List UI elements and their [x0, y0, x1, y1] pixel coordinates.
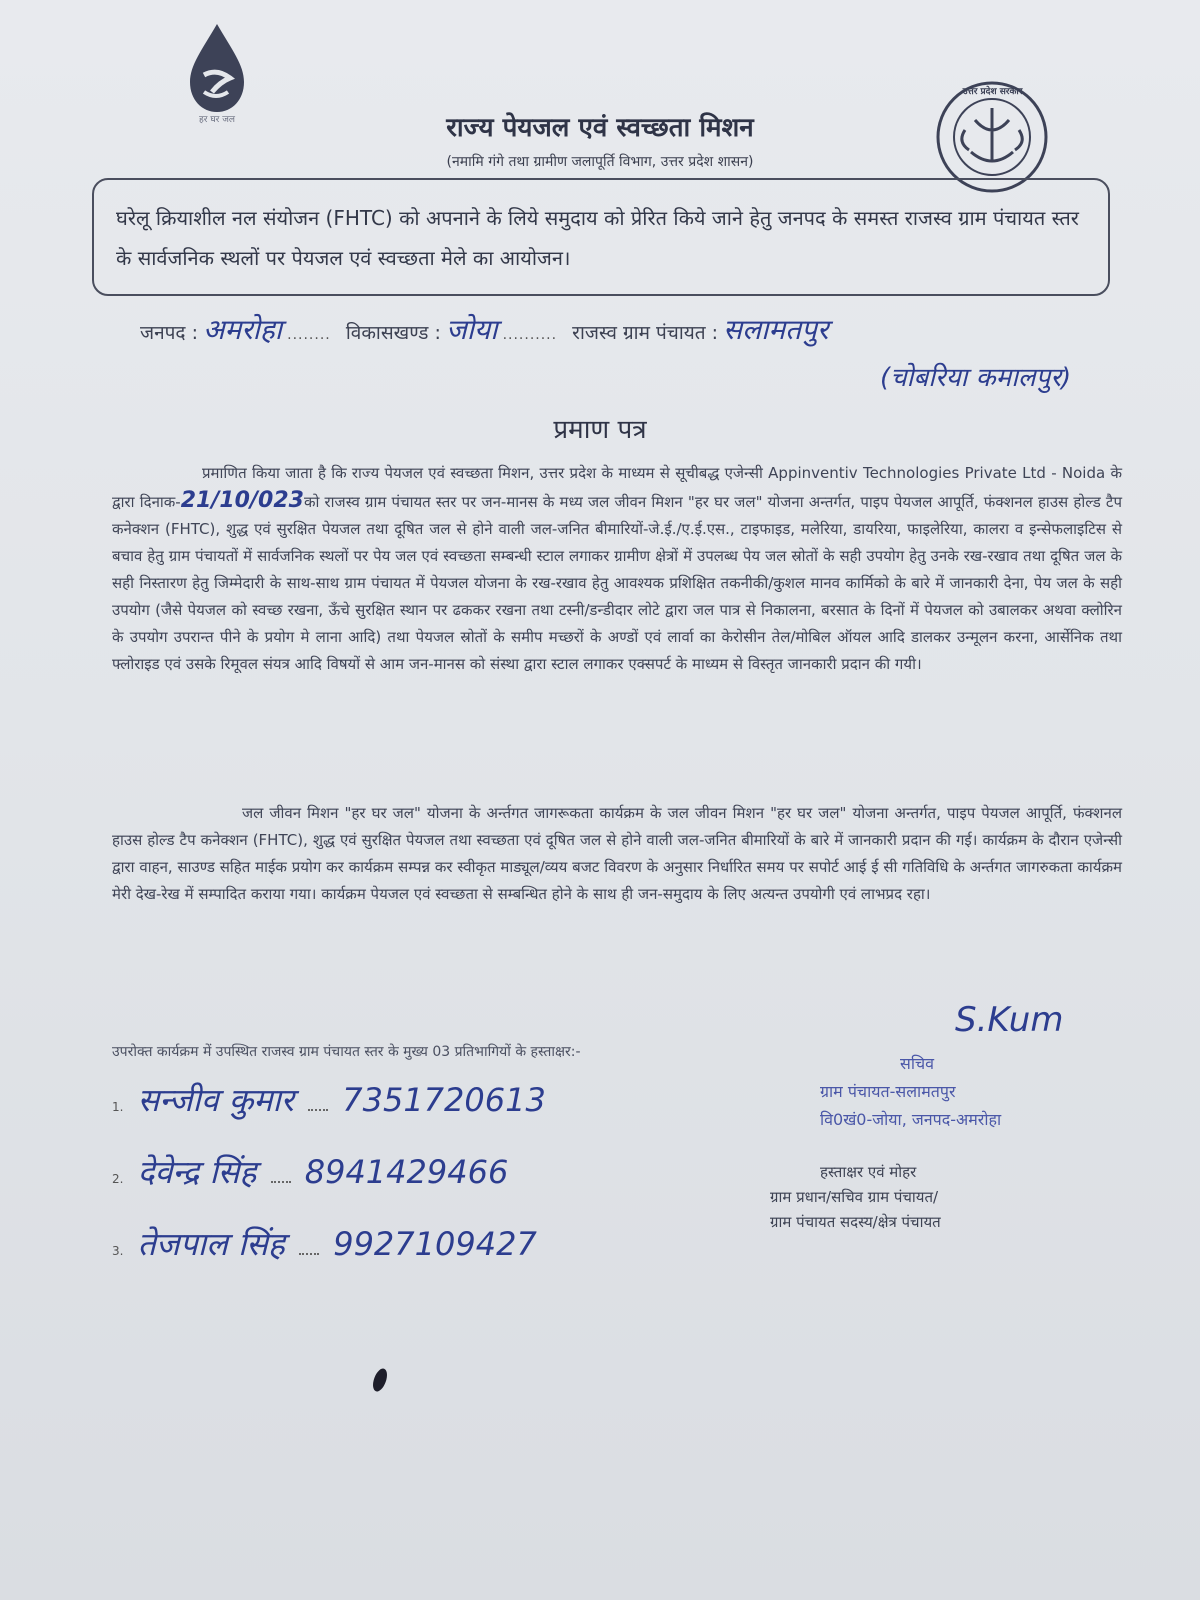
block-label: विकासखण्ड :	[345, 322, 441, 344]
attendee-name: तेजपाल सिंह	[137, 1225, 285, 1263]
block-value: जोया	[445, 313, 498, 346]
official-signature: S.Kum	[955, 1000, 1064, 1040]
dotted-leader: ........	[287, 327, 331, 343]
attendee-number: 2.	[112, 1172, 124, 1186]
official-stamp	[820, 1050, 1080, 1134]
event-banner: घरेलू क्रियाशील नल संयोजन (FHTC) को अपनाने के लिये समुदाय को प्रेरित किये जाने हेतु जनपद के समस्त राजस्व ग्राम पंचायत स्तर के सार्वजनिक स्थलों पर पेयजल एवं स्वच्छता मेले का आयोजन।	[92, 178, 1110, 296]
stamp-line: सचिव	[900, 1054, 935, 1073]
certificate-title: प्रमाण पत्र	[553, 415, 647, 445]
attendee-row	[112, 1222, 672, 1265]
dotted-leader	[308, 1109, 328, 1111]
attendee-phone: 7351720613	[342, 1081, 546, 1119]
sign-label: हस्ताक्षर एवं मोहर	[820, 1163, 917, 1181]
ink-mark	[370, 1367, 389, 1394]
certificate-paragraph-2: जल जीवन मिशन "हर घर जल" योजना के अर्न्तगत जागरूकता कार्यक्रम के जल जीवन मिशन "हर घर जल" योजना अन्तर्गत, पाइप पेयजल आपूर्ति, फंक्शनल हाउस होल्ड टैप कनेक्शन (FHTC), शुद्ध एवं सुरक्षित पेयजल तथा स्वच्छता एवं दूषित जल से होने वाली जल-जनित बीमारियों के बारे में जानकारी प्रदान की गई। कार्यक्रम के दौरान एजेन्सी द्वारा वाहन, साउण्ड सहित माईक प्रयोग कर कार्यक्रम सम्पन्न कर स्वीकृत माड्यूल/व्यय बजट विवरण के अनुसार निर्धारित समय पर सपोर्ट आई ई सी गतिविधि के अर्न्तगत जागरुकता कार्यक्रम मेरी देख-रेख में सम्पादित कराया गया। कार्यक्रम पेयजल एवं स्वच्छता से सम्बन्धित होने के साथ ही जन-समुदाय के लिए अत्यन्त उपयोगी एवं लाभप्रद रहा।	[112, 804, 1122, 903]
location-fields	[140, 310, 1140, 348]
panchayat-value: सलामतपुर	[723, 313, 829, 346]
para1-part-b: को राजस्व ग्राम पंचायत स्तर पर जन-मानस के मध्य जल जीवन मिशन "हर घर जल" योजना अन्तर्गत, पाइप पेयजल आपूर्ति, फंक्शनल हाउस होल्ड टैप कनेक्शन (FHTC), शुद्ध एवं सुरक्षित पेयजल तथा दूषित जल से होने वाली जल-जनित बीमारियों-जे.ई./ए.ई.एस., टाइफाइड, मलेरिया, डायरिया, फाइलेरिया, कालरा व इन्सेफलाइटिस से बचाव हेतु ग्राम पंचायतों में सार्वजनिक स्थलों पर पेय जल एवं स्वच्छता सम्बन्धी स्टाल लगाकर ग्रामीण क्षेत्रों में उपलब्ध पेय जल स्रोतों के सही उपयोग हेतु उनके रख-रखाव तथा दूषित जल के सही निस्तारण हेतु जिम्मेदारी के साथ-साथ ग्राम पंचायत में पेयजल योजना के रख-रखाव हेतु आवश्यक प्रशिक्षित तकनीकी/कुशल मानव कार्मिको के बारे में जानकारी देना, पेय जल के सही उपयोग (जैसे पेयजल को स्वच्छ रखना, ऊँचे सुरक्षित स्थान पर ढककर रखना तथा टस्नी/डन्डीदार लोटे द्वारा जल पात्र से निकालना, बरसात के दिनों में पेयजल को उबालकर अथवा क्लोरिन के उपयोग उपरान्त पीने के प्रयोग मे लाना आदि) तथा पेयजल स्रोतों के समीप मच्छरों के अण्डों एवं लार्वा का केरोसीन तेल/मोबिल ऑयल आदि डालकर उन्मूलन करना, आर्सेनिक तथा फ्लोराइड एवं उसके रिमूवल संयत्र आदि विषयों से आम जन-मानस को संस्था द्वारा स्टाल लगाकर एक्सपर्ट के माध्यम से विस्तृत जानकारी प्रदान की गयी।	[112, 493, 1123, 673]
attendee-phone: 9927109427	[333, 1225, 537, 1263]
dotted-leader: ..........	[502, 327, 558, 343]
dotted-leader	[299, 1253, 319, 1255]
attendee-phone: 8941429466	[304, 1153, 509, 1191]
attendees-label: उपरोक्त कार्यक्रम में उपस्थित राजस्व ग्राम पंचायत स्तर के मुख्य 03 प्रतिभागियों के हस्ताक्षर:-	[112, 1044, 581, 1060]
panchayat-value-secondary: (चोबरिया कमालपुर)	[880, 363, 1072, 393]
logo-caption: हर घर जल	[199, 115, 235, 125]
water-drop-logo	[182, 20, 252, 130]
event-date: 21/10/023	[180, 488, 304, 513]
panchayat-label: राजस्व ग्राम पंचायत :	[572, 322, 719, 344]
sign-label: ग्राम प्रधान/सचिव ग्राम पंचायत/	[770, 1188, 939, 1206]
certificate-paragraph-1	[112, 460, 1122, 678]
district-value: अमरोहा	[203, 313, 283, 346]
signatory-designation	[770, 1160, 1090, 1235]
para1-part-a: प्रमाणित किया जाता है कि राज्य पेयजल एवं स्वच्छता मिशन, उत्तर प्रदेश के माध्यम से सूचीबद्ध एजेन्सी Appinventiv Technologies Private Ltd - Noida के द्वारा दिनाक-	[112, 464, 1122, 511]
attendee-row	[112, 1078, 672, 1121]
dotted-leader	[271, 1181, 291, 1183]
attendee-name: सन्जीव कुमार	[137, 1081, 294, 1119]
attendee-number: 3.	[112, 1244, 124, 1258]
attendee-name: देवेन्द्र सिंह	[137, 1153, 257, 1191]
attendee-row	[112, 1150, 672, 1193]
stamp-line: ग्राम पंचायत-सलामतपुर	[820, 1082, 956, 1101]
seal-text: उत्तर प्रदेश सरकार	[962, 87, 1023, 97]
mission-subtitle: (नमामि गंगे तथा ग्रामीण जलापूर्ति विभाग, उत्तर प्रदेश शासन)	[446, 154, 754, 170]
attendee-number: 1.	[112, 1100, 124, 1114]
stamp-line: वि0खं0-जोया, जनपद-अमरोहा	[820, 1110, 1002, 1129]
district-label: जनपद :	[140, 322, 198, 344]
sign-label: ग्राम पंचायत सदस्य/क्षेत्र पंचायत	[770, 1213, 941, 1231]
mission-title: राज्य पेयजल एवं स्वच्छता मिशन	[446, 113, 754, 143]
